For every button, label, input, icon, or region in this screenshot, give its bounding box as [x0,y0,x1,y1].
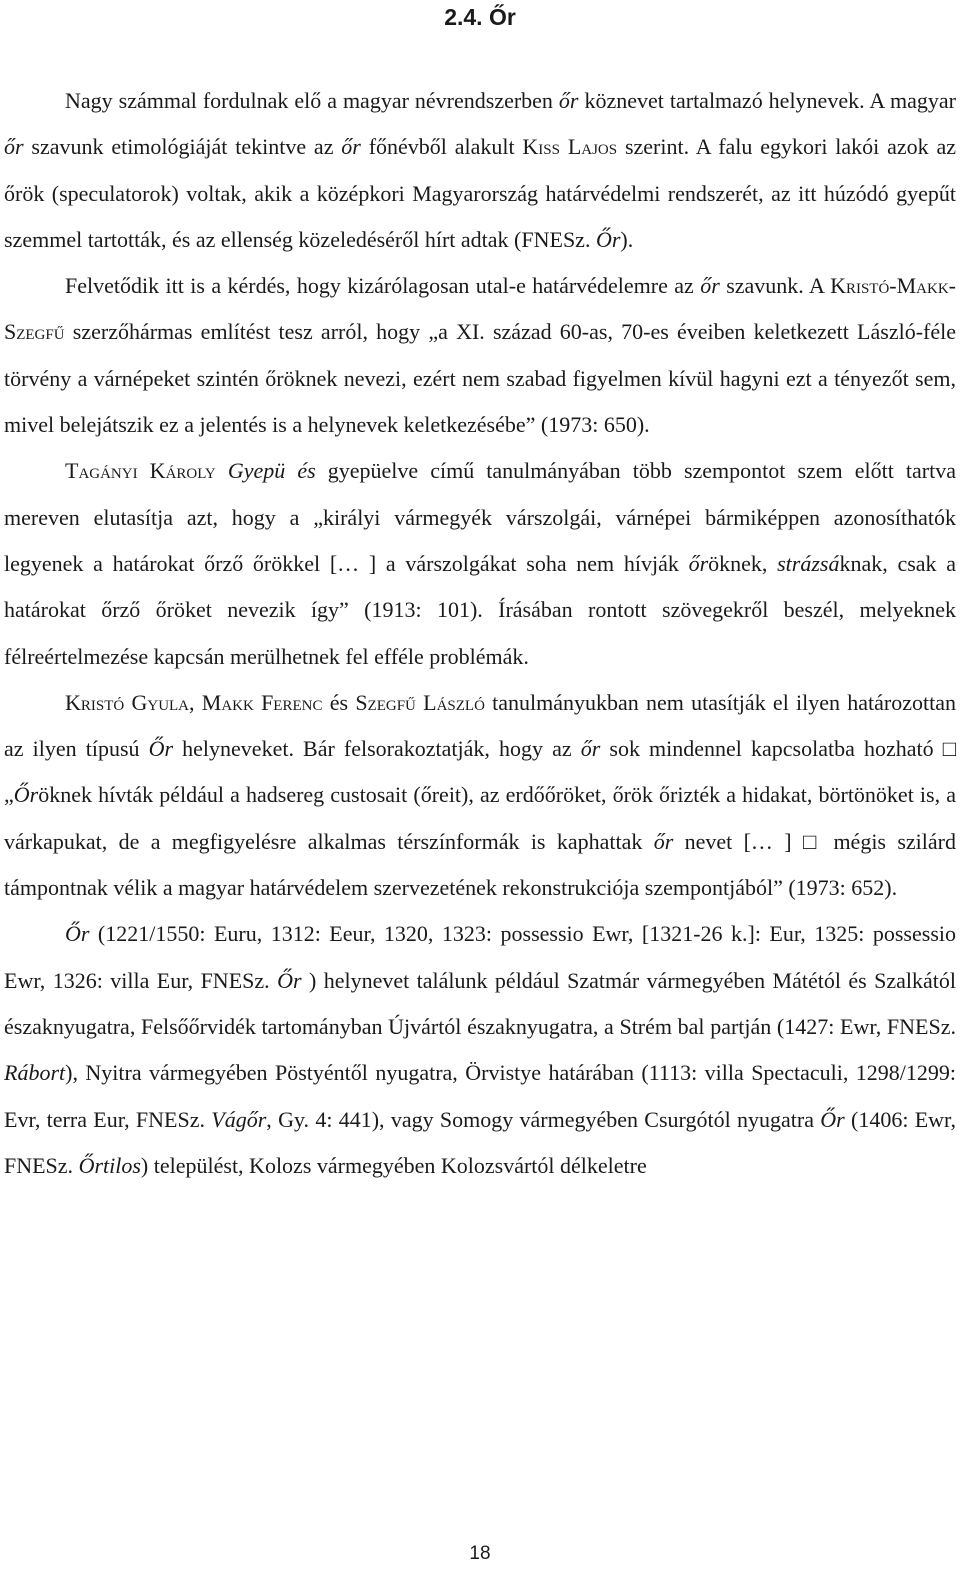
author-name: Kristó-Makk-Szegfű [4,273,956,345]
author-name: Szegfű László [355,689,485,715]
author-name: Kiss Lajos [522,134,618,160]
paragraph-4: Kristó Gyula, Makk Ferenc és Szegfű László tanulmányukban nem utasítják el ilyen határozottan az ilyen típusú Őr helyneveket. Bár felsorakoztatják, hogy az őr sok mindennel kapcsolatba hozható □ „Őröknek hívták például a hadsereg custosait (őreit), az erdőőröket, őrök őrizték a hidakat, börtönöket is, a várkapukat, de a megfigyelésre alkalmas térszínformák is kaphattak őr nevet [… ] □ mégis szilárd támpontnak vélik a magyar határvédelem szervezetének rekonstrukciója szempontjából” (1973: 652). [4,689,957,901]
paragraph-5: Őr (1221/1550: Euru, 1312: Eeur, 1320, 1323: possessio Ewr, [1321-26 k.]: Eur, 1325: possessio Ewr, 1326: villa Eur, FNESz. Őr ) helynevet találunk például Szatmár vármegyében Mátétól és Szalkától északnyugatra, Felsőőrvidék tartományban Újvártól északnyugatra, a Strém bal partján (1427: Ewr, FNESz. Rábort), Nyitra vármegyében Pöstyéntől nyugatra, Örvistye határában (1113: villa Spectaculi, 1298/1299: Evr, terra Eur, FNESz. Vágőr, Gy. 4: 441), vagy Somogy vármegyében Csurgótól nyugatra Őr (1406: Ewr, FNESz. Őrtilos) települést, Kolozs vármegyében Kolozsvártól délkeletre [4,921,956,1178]
page-number: 18 [469,1543,491,1564]
body-text [4,78,956,1189]
paragraph-3: Tagányi Károly Gyepü és gyepüelve című tanulmányában több szempontot szem előtt tartva mereven elutasítja azt, hogy a „királyi vármegyék várszolgái, várnépei bármiképpen azonosíthatók legyenek a határokat őrző őrökkel [… ] a várszolgákat soha nem hívják őröknek, strázsáknak, csak a határokat őrző őröket nevezik így” (1913: 101). Írásában rontott szövegekről beszél, melyeknek félreértelmezése kapcsán merülhetnek fel efféle problémák. [4,458,957,669]
author-name: Tagányi Károly [65,458,216,484]
missing-glyph-box: □ [942,736,956,762]
paragraph-1: Nagy számmal fordulnak elő a magyar névrendszerben őr köznevet tartalmazó helynevek. A magyar őr szavunk etimológiáját tekintve az őr főnévből alakult Kiss Lajos szerint. A falu egykori lakói azok az őrök (speculatorok) voltak, akik a középkori Magyarország határvédelmi rendszerét, az itt húzódó gyepűt szemmel tartották, és az ellenség közeledéséről hírt adtak (FNESz. Őr). [4,88,956,252]
author-name: Kristó Gyula, Makk Ferenc [65,689,323,715]
section-heading: 2.4. Őr [444,4,516,30]
paragraph-2: Felvetődik itt is a kérdés, hogy kizárólagosan utal-e határvédelemre az őr szavunk. A Kristó-Makk-Szegfű szerzőhármas említést tesz arról, hogy „a XI. század 60-as, 70-es éveiben keletkezett László-féle törvény a várnépeket szintén őröknek nevezi, ezért nem szabad figyelmen kívül hagyni ezt a tényezőt sem, mivel belejátszik ez a jelentés is a helynevek keletkezésébe” (1973: 650). [4,273,956,438]
missing-glyph-box: □ [802,828,823,854]
